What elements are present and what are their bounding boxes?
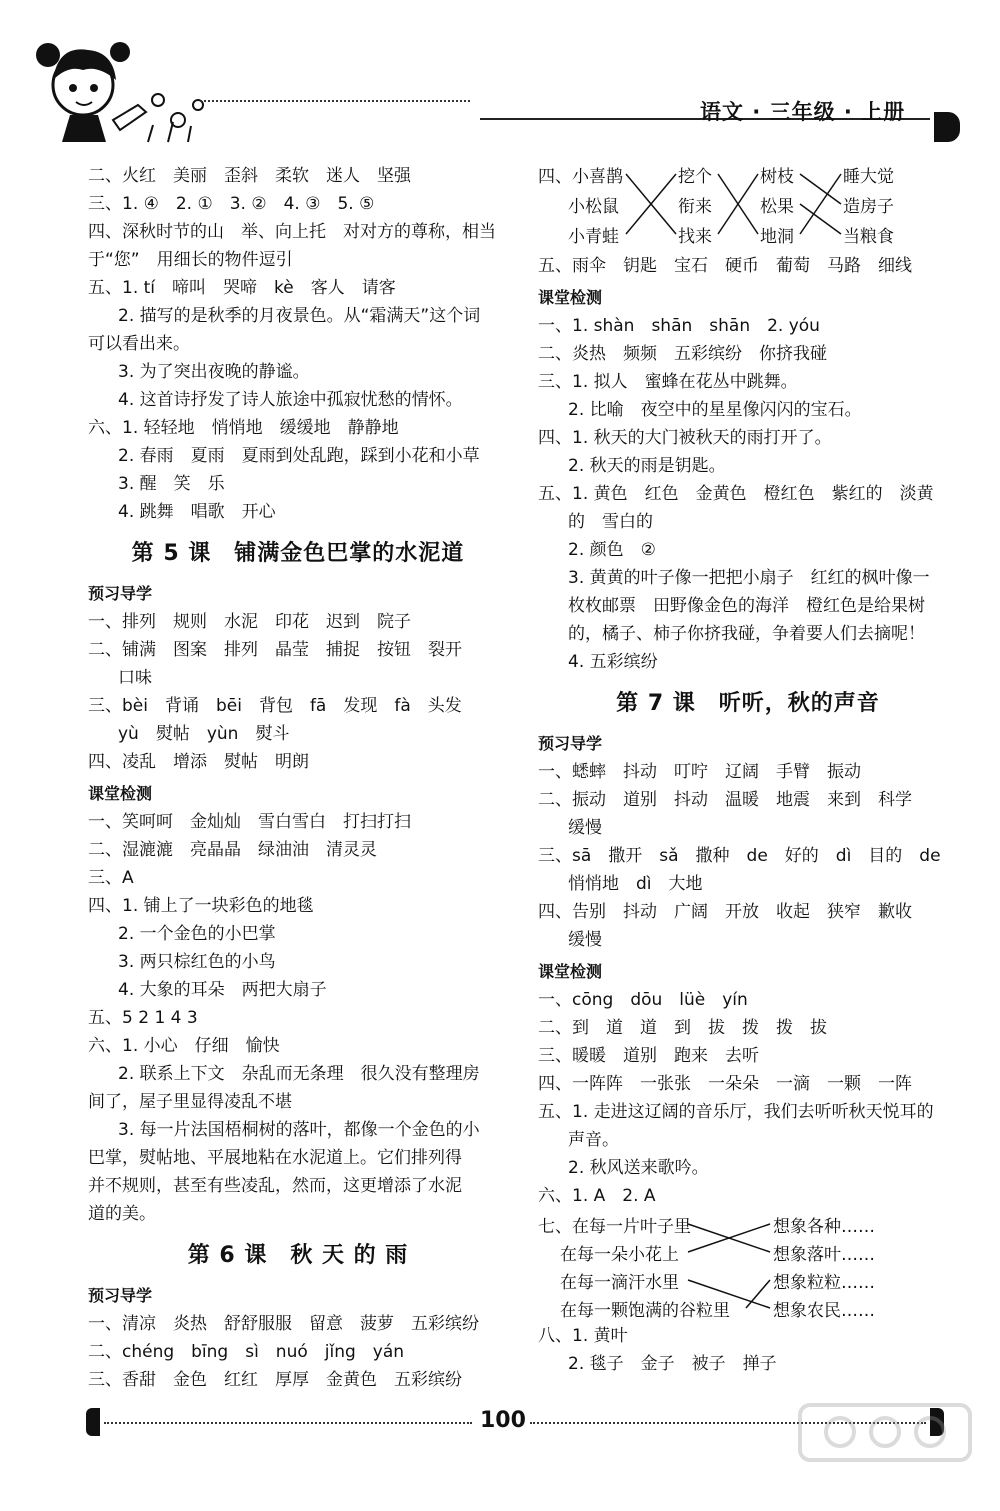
- page-header: [0, 0, 1000, 150]
- match-item: 想象粒粒……: [773, 1273, 875, 1293]
- match-item: 衔来: [678, 197, 712, 217]
- answer-line: 三、暖暖 道别 跑来 去听: [538, 1046, 759, 1066]
- answer-line: 3. 黄黄的叶子像一把把小扇子 红红的枫叶像一: [568, 568, 930, 588]
- answer-line: 二、湿漉漉 亮晶晶 绿油油 清灵灵: [88, 840, 377, 860]
- answer-line: 一、1. shàn shān shān 2. yóu: [538, 316, 820, 336]
- answer-line: 六、1. 轻轻地 悄悄地 缓缓地 静静地: [88, 418, 399, 438]
- match-item: 松果: [760, 197, 794, 217]
- match-item: 四、小喜鹊: [538, 167, 623, 187]
- lesson-title: 第 7 课 听听，秋的声音: [616, 691, 880, 716]
- answer-line: 3. 每一片法国梧桐树的落叶，都像一个金色的小: [118, 1120, 480, 1140]
- answer-line: 2. 描写的是秋季的月夜景色。从“霜满天”这个词: [118, 306, 481, 326]
- answer-line: 三、1. 拟人 蜜蜂在花丛中跳舞。: [538, 372, 798, 392]
- answer-line: 4. 跳舞 唱歌 开心: [118, 502, 276, 522]
- section-heading: 课堂检测: [88, 784, 153, 803]
- answer-line: 间了，屋子里显得凌乱不堪: [88, 1092, 292, 1112]
- match-item: 小青蛙: [568, 227, 619, 247]
- answer-line: 悄悄地 dì 大地: [568, 874, 703, 894]
- match-item: 树枝: [760, 167, 794, 187]
- answer-line: 五、1. 走进这辽阔的音乐厅，我们去听听秋天悦耳的: [538, 1102, 934, 1122]
- header-tab-marker: [934, 112, 960, 142]
- answer-line: 可以看出来。: [88, 334, 190, 354]
- answer-line: 3. 为了突出夜晚的静谧。: [118, 362, 310, 382]
- answer-line: 的 雪白的: [568, 512, 653, 532]
- header-title: 语文 · 三年级 · 上册: [700, 100, 906, 124]
- match-item: 在每一颗饱满的谷粒里: [560, 1301, 730, 1321]
- answer-line: 2. 一个金色的小巴掌: [118, 924, 276, 944]
- match-item: 七、在每一片叶子里: [538, 1217, 691, 1237]
- match-item: 地洞: [760, 227, 794, 247]
- answer-line: 四、深秋时节的山 举、向上托 对对方的尊称，相当: [88, 222, 496, 242]
- answer-line: 2. 毯子 金子 被子 掸子: [568, 1354, 777, 1374]
- answer-line: 巴掌，熨帖地、平展地粘在水泥道上。它们排列得: [88, 1148, 462, 1168]
- answer-line: 八、1. 黄叶: [538, 1326, 628, 1346]
- lesson-title: 第 6 课 秋 天 的 雨: [187, 1243, 409, 1268]
- answer-line: 三、bèi 背诵 bēi 背包 fā 发现 fà 头发: [88, 696, 462, 716]
- answer-line: 4. 这首诗抒发了诗人旅途中孤寂忧愁的情怀。: [118, 390, 463, 410]
- answer-line: 五、1. 黄色 红色 金黄色 橙红色 紫红的 淡黄: [538, 484, 934, 504]
- answer-line: 2. 颜色 ②: [568, 540, 656, 560]
- section-heading: 课堂检测: [538, 962, 603, 981]
- answer-line: 六、1. 小心 仔细 愉快: [88, 1036, 280, 1056]
- answer-line: 3. 两只棕红色的小鸟: [118, 952, 276, 972]
- answer-line: 3. 醒 笑 乐: [118, 474, 225, 494]
- section-heading: 预习导学: [538, 734, 603, 753]
- header-dotted-rule: [200, 100, 470, 102]
- match-item: 想象农民……: [773, 1301, 875, 1321]
- answer-line: 二、铺满 图案 排列 晶莹 捕捉 按钮 裂开: [88, 640, 462, 660]
- girl-mascot-illustration: [28, 30, 208, 145]
- answer-line: 缓慢: [568, 930, 602, 950]
- section-heading: 课堂检测: [538, 288, 603, 307]
- answer-line: 三、1. ④ 2. ① 3. ② 4. ③ 5. ⑤: [88, 194, 375, 214]
- right-column: [538, 162, 958, 1378]
- answer-line: 2. 秋天的雨是钥匙。: [568, 456, 726, 476]
- answer-line: 三、sā 撒开 sǎ 撒种 de 好的 dì 目的 de: [538, 846, 941, 866]
- answer-line: 4. 大象的耳朵 两把大扇子: [118, 980, 327, 1000]
- footer-left-marker: [86, 1408, 100, 1436]
- answer-line: 三、A: [88, 868, 134, 888]
- page-number: 100: [480, 1408, 526, 1433]
- answer-line: 四、一阵阵 一张张 一朵朵 一滴 一颗 一阵: [538, 1074, 912, 1094]
- answer-line: 于“您” 用细长的物件逗引: [88, 250, 293, 270]
- answer-line: 二、炎热 频频 五彩缤纷 你挤我碰: [538, 344, 827, 364]
- answer-line: 枚枚邮票 田野像金色的海洋 橙红色是给果树: [568, 596, 925, 616]
- answer-line: 五、5 2 1 4 3: [88, 1008, 198, 1028]
- answer-line: 五、雨伞 钥匙 宝石 硬币 葡萄 马路 细线: [538, 256, 912, 276]
- answer-line: 四、凌乱 增添 熨帖 明朗: [88, 752, 309, 772]
- answer-line: 二、chéng bīng sì nuó jǐng yán: [88, 1342, 405, 1362]
- answer-line: 并不规则，甚至有些凌乱，然而，这更增添了水泥: [88, 1176, 462, 1196]
- answer-line: 声音。: [568, 1130, 619, 1150]
- answer-line: 一、笑呵呵 金灿灿 雪白雪白 打扫打扫: [88, 812, 411, 832]
- match-item: 想象落叶……: [773, 1245, 875, 1265]
- answer-line: 2. 秋风送来歌吟。: [568, 1158, 709, 1178]
- answer-line: 缓慢: [568, 818, 602, 838]
- match-item: 在每一滴汗水里: [560, 1273, 679, 1293]
- answer-line: 一、蟋蟀 抖动 叮咛 辽阔 手臂 振动: [538, 762, 861, 782]
- answer-line: 4. 五彩缤纷: [568, 652, 658, 672]
- answer-line: 四、1. 铺上了一块彩色的地毯: [88, 896, 314, 916]
- answer-line: 六、1. A 2. A: [538, 1186, 656, 1206]
- answer-line: 四、告别 抖动 广阔 开放 收起 狭窄 歉收: [538, 902, 912, 922]
- match-item: 睡大觉: [843, 167, 894, 187]
- answer-line: 二、到 道 道 到 拔 拨 拨 拔: [538, 1018, 827, 1038]
- match-item: 挖个: [678, 167, 712, 187]
- left-column: [88, 162, 508, 1394]
- match-item: 想象各种……: [773, 1217, 875, 1237]
- answer-line: 的，橘子、柿子你挤我碰，争着要人们去摘呢！: [568, 624, 925, 644]
- watermark-logo: [780, 1400, 990, 1505]
- answer-line: 二、振动 道别 抖动 温暖 地震 来到 科学: [538, 790, 912, 810]
- lesson-title: 第 5 课 铺满金色巴掌的水泥道: [131, 541, 465, 566]
- answer-line: 三、香甜 金色 红红 厚厚 金黄色 五彩缤纷: [88, 1370, 462, 1390]
- match-item: 当粮食: [843, 227, 894, 247]
- right-column-tail: [538, 1322, 958, 1378]
- matching-exercise-2: [538, 1210, 958, 1322]
- answer-line: 2. 比喻 夜空中的星星像闪闪的宝石。: [568, 400, 862, 420]
- answer-line: 一、排列 规则 水泥 印花 迟到 院子: [88, 612, 411, 632]
- answer-line: 二、火红 美丽 歪斜 柔软 迷人 坚强: [88, 166, 411, 186]
- answer-line: 四、1. 秋天的大门被秋天的雨打开了。: [538, 428, 832, 448]
- right-column-body: [538, 252, 958, 1210]
- footer-dotted-rule: [104, 1422, 472, 1424]
- section-heading: 预习导学: [88, 1286, 153, 1305]
- answer-line: 一、清凉 炎热 舒舒服服 留意 菠萝 五彩缤纷: [88, 1314, 479, 1334]
- match-item: 小松鼠: [568, 197, 619, 217]
- answer-line: 五、1. tí 啼叫 哭啼 kè 客人 请客: [88, 278, 396, 298]
- answer-line: 一、cōng dōu lüè yín: [538, 990, 748, 1010]
- matching-exercise-1: [538, 162, 958, 252]
- answer-line: 2. 春雨 夏雨 夏雨到处乱跑，踩到小花和小草: [118, 446, 480, 466]
- section-heading: 预习导学: [88, 584, 153, 603]
- answer-line: 道的美。: [88, 1204, 156, 1224]
- match-lines: [538, 1210, 958, 1322]
- answer-line: yù 熨帖 yùn 熨斗: [118, 724, 290, 744]
- match-item: 找来: [678, 227, 712, 247]
- answer-line: 口味: [118, 668, 152, 688]
- match-item: 在每一朵小花上: [560, 1245, 679, 1265]
- match-lines: [538, 162, 958, 252]
- answer-line: 2. 联系上下文 杂乱而无条理 很久没有整理房: [118, 1064, 480, 1084]
- match-item: 造房子: [843, 197, 894, 217]
